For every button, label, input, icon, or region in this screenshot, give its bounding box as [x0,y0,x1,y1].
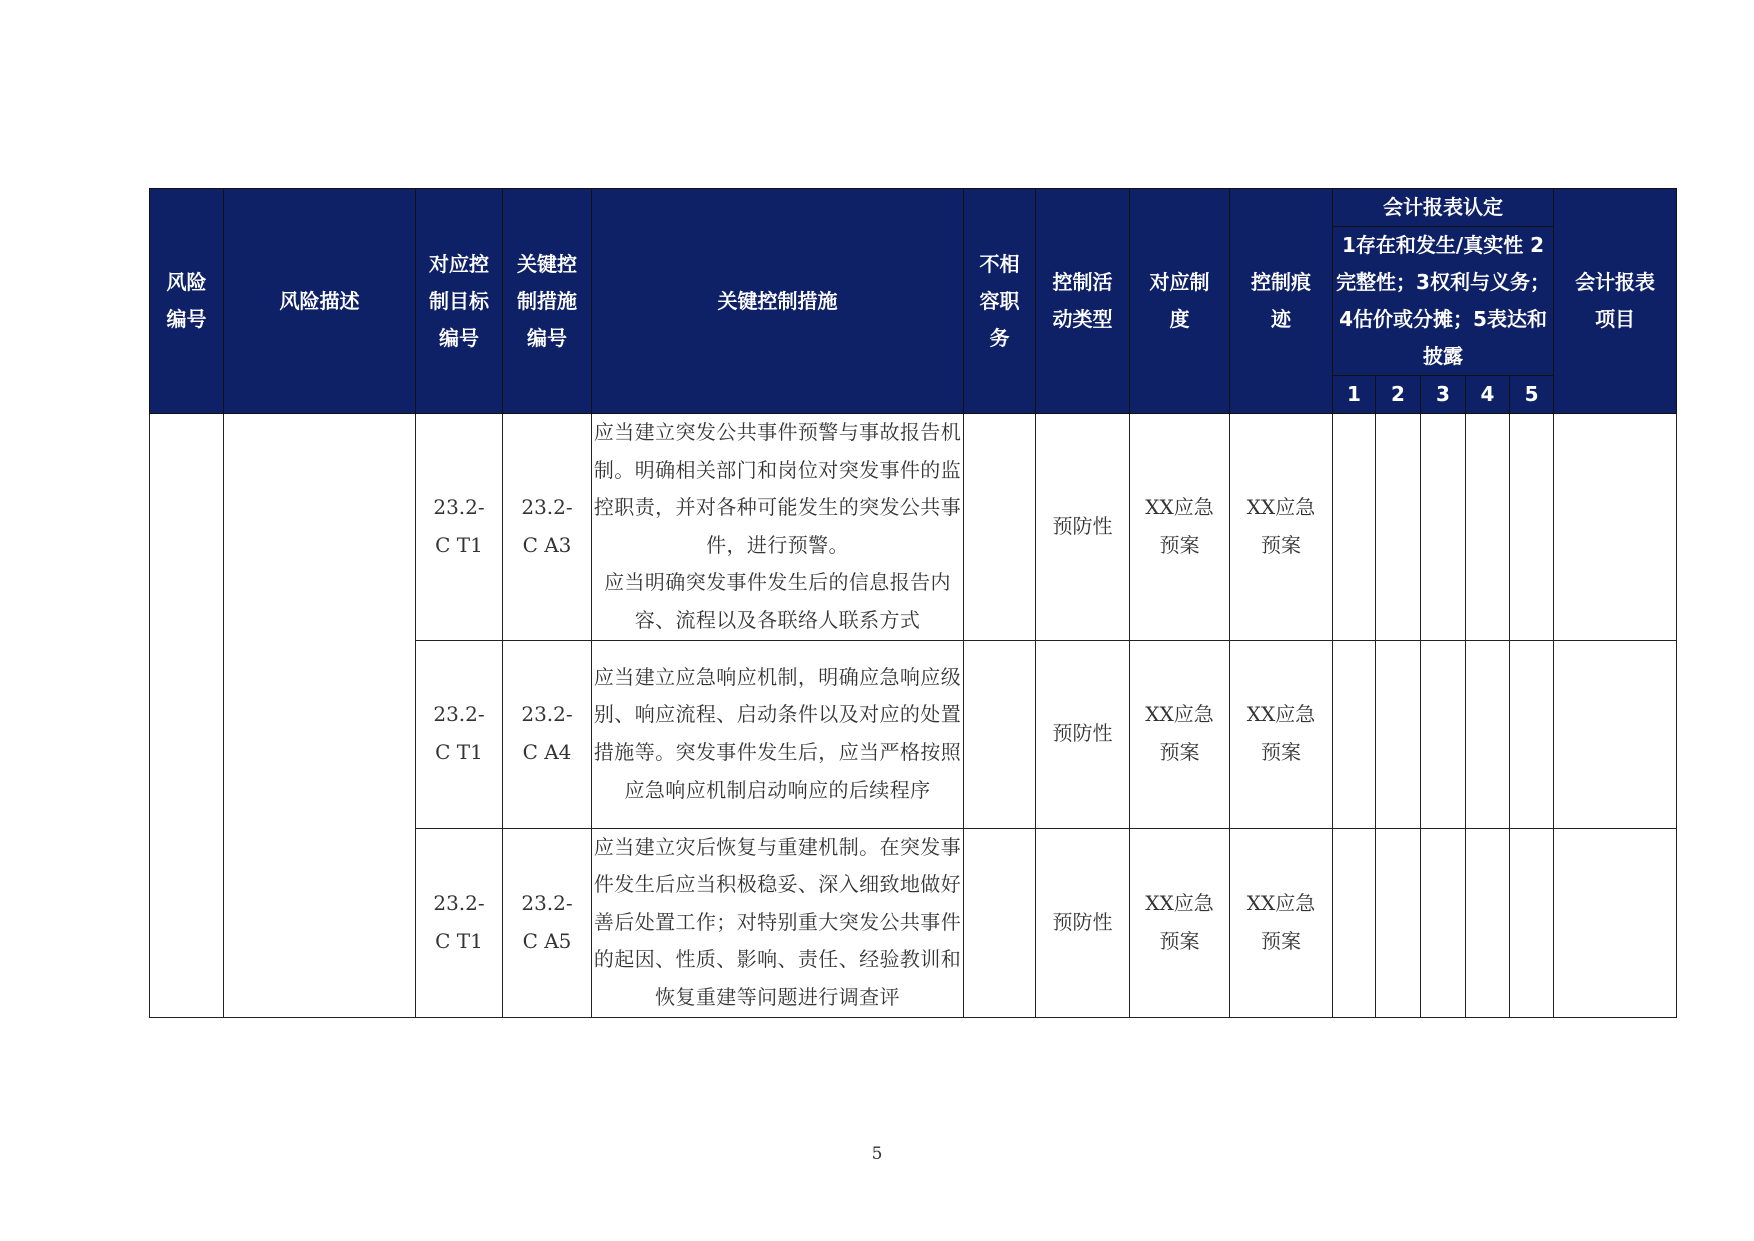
report-items-cell [1554,414,1677,641]
assertion-cell [1510,414,1554,641]
header-objective-id: 对应控制目标编号 [416,189,503,414]
table-row [150,414,1677,641]
assertion-cell [1466,828,1510,1017]
activity-type-cell: 预防性 [1036,640,1130,828]
incompatible-duties-cell [964,828,1036,1017]
header-risk-desc: 风险描述 [224,189,416,414]
risk-id-cell [150,414,224,1018]
incompatible-duties-cell [964,640,1036,828]
assertion-cell [1333,640,1376,828]
assertion-cell [1333,828,1376,1017]
header-assertion-group: 会计报表认定 [1333,189,1554,227]
risk-control-matrix-table [149,188,1677,1018]
assertion-cell [1466,414,1510,641]
activity-type-cell: 预防性 [1036,414,1130,641]
page-number: 5 [871,1144,883,1164]
header-assertion-4: 4 [1466,376,1510,414]
assertion-cell [1421,414,1466,641]
header-evidence: 控制痕迹 [1230,189,1333,414]
report-items-cell [1554,640,1677,828]
activity-type-cell: 预防性 [1036,828,1130,1017]
assertion-cell [1376,414,1421,641]
policy-cell: XX应急预案 [1130,640,1230,828]
evidence-cell: XX应急预案 [1230,640,1333,828]
header-assertion-2: 2 [1376,376,1421,414]
policy-cell: XX应急预案 [1130,414,1230,641]
policy-cell: XX应急预案 [1130,828,1230,1017]
measure-cell: 应当建立突发公共事件预警与事故报告机制。明确相关部门和岗位对突发事件的监控职责，并对各种可能发生的突发公共事件，进行预警。 应当明确突发事件发生后的信息报告内容、流程以及各联络人联系方式 [592,414,964,641]
report-items-cell [1554,828,1677,1017]
table-header [150,189,1677,414]
measure-cell: 应当建立灾后恢复与重建机制。在突发事件发生后应当积极稳妥、深入细致地做好善后处置工作；对特别重大突发公共事件的起因、性质、影响、责任、经验教训和恢复重建等问题进行调查评 [592,828,964,1017]
assertion-cell [1376,640,1421,828]
header-assertion-3: 3 [1421,376,1466,414]
assertion-cell [1510,828,1554,1017]
assertion-cell [1333,414,1376,641]
header-assertion-5: 5 [1510,376,1554,414]
measure-id-cell: 23.2-C A4 [503,640,592,828]
evidence-cell: XX应急预案 [1230,414,1333,641]
table-body [150,414,1677,1018]
objective-id-cell: 23.2-C T1 [416,640,503,828]
header-risk-id: 风险编号 [150,189,224,414]
header-measures: 关键控制措施 [592,189,964,414]
assertion-cell [1421,640,1466,828]
measure-id-cell: 23.2-C A5 [503,828,592,1017]
objective-id-cell: 23.2-C T1 [416,414,503,641]
assertion-cell [1421,828,1466,1017]
assertion-cell [1376,828,1421,1017]
risk-desc-cell [224,414,416,1018]
objective-id-cell: 23.2-C T1 [416,828,503,1017]
measure-id-cell: 23.2-C A3 [503,414,592,641]
incompatible-duties-cell [964,414,1036,641]
header-incompatible-duties: 不相容职务 [964,189,1036,414]
measure-cell: 应当建立应急响应机制，明确应急响应级别、响应流程、启动条件以及对应的处置措施等。突发事件发生后，应当严格按照应急响应机制启动响应的后续程序 [592,640,964,828]
evidence-cell: XX应急预案 [1230,828,1333,1017]
header-activity-type: 控制活动类型 [1036,189,1130,414]
assertion-cell [1466,640,1510,828]
header-policy: 对应制度 [1130,189,1230,414]
header-measure-id: 关键控制措施编号 [503,189,592,414]
header-report-items: 会计报表项目 [1554,189,1677,414]
header-assertion-1: 1 [1333,376,1376,414]
assertion-cell [1510,640,1554,828]
header-assertion-desc: 1存在和发生/真实性 2完整性；3权利与义务；4估价或分摊；5表达和披露 [1333,227,1554,376]
